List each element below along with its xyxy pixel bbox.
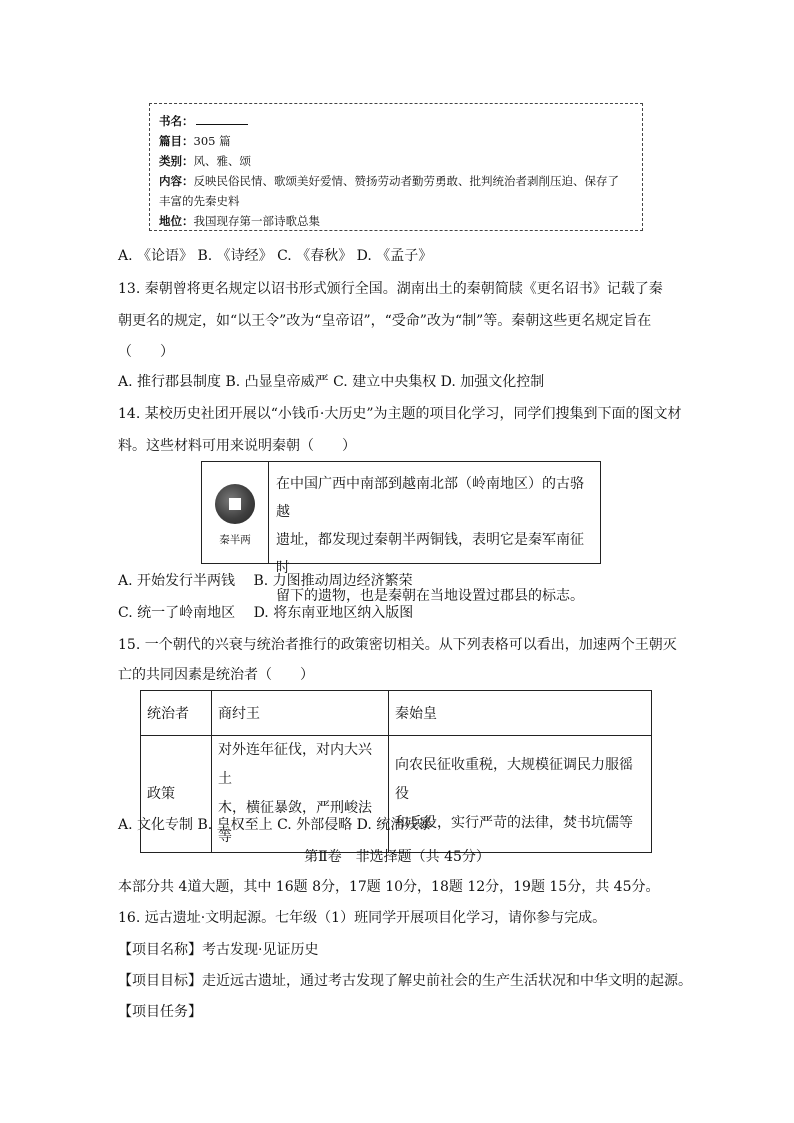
coin-caption: 秦半两: [219, 534, 251, 546]
part2-title: 第Ⅱ卷 非选择题（共 45分）: [304, 849, 490, 865]
q15-stem-line1: 15. 一个朝代的兴衰与统治者推行的政策密切相关。从下列表格可以看出，加速两个王朝灭: [118, 637, 677, 653]
q15-options: A. 文化专制 B. 皇权至上 C. 外部侵略 D. 统治残暴: [118, 817, 433, 833]
part2-intro: 本部分共 4道大题，其中 16题 8分，17题 10分，18题 12分，19题 15分，共 45分。: [118, 879, 660, 895]
category-value: 风、雅、颂: [193, 154, 251, 168]
q16-project-name: 【项目名称】考古发现·见证历史: [118, 942, 319, 958]
chapters-row: [159, 131, 642, 151]
q16-stem: 16. 远古遗址·文明起源。七年级（1）班同学开展项目化学习，请你参与完成。: [118, 910, 607, 926]
row-policy-label: 政策: [141, 736, 212, 853]
q14-options-line1: A. 开始发行半两钱 B. 力图推动周边经济繁荣: [118, 573, 413, 589]
book-name-row: [159, 111, 642, 131]
coin-image-cell: [202, 462, 269, 563]
category-label: 类别：: [159, 154, 194, 168]
qin-policy-line2: 和兵役，实行严苛的法律，焚书坑儒等: [395, 814, 633, 831]
q13-options: A. 推行郡县制度 B. 凸显皇帝威严 C. 建立中央集权 D. 加强文化控制: [118, 374, 545, 390]
header-ruler: 统治者: [141, 691, 212, 736]
status-label: 地位：: [159, 214, 194, 228]
q13-stem-line3: （ ）: [118, 344, 174, 360]
chapters-label: 篇目：: [159, 134, 194, 148]
q12-options: A. 《论语》 B. 《诗经》 C. 《春秋》 D. 《孟子》: [118, 248, 433, 264]
book-name-blank: [196, 112, 248, 125]
banliang-coin-icon: [215, 484, 255, 524]
book-info-box: [149, 103, 643, 231]
shang-policy-line1: 对外连年征伐，对内大兴土: [218, 742, 372, 787]
content-value-cont: 丰富的先秦史料: [159, 194, 240, 208]
q14-stem-line1: 14. 某校历史社团开展以“小钱币·大历史”为主题的项目化学习，同学们搜集到下面的图文材: [118, 406, 682, 422]
content-value: 反映民俗民情、歌颂美好爱情、赞扬劳动者勤劳勇敢、批判统治者剥削压迫、保存了: [193, 174, 619, 188]
material-line2: 遗址，都发现过秦朝半两铜钱，表明它是秦军南征时: [276, 532, 584, 576]
q16-project-goal: 【项目目标】走近远古遗址，通过考古发现了解史前社会的生产生活状况和中华文明的起源。: [118, 973, 692, 989]
qin-policy-line1: 向农民征收重税，大规模征调民力服徭役: [395, 756, 633, 802]
chapters-value: 305 篇: [193, 134, 231, 148]
q15-stem-line2: 亡的共同因素是统治者（ ）: [118, 667, 314, 683]
status-value: 我国现存第一部诗歌总集: [193, 214, 320, 228]
material-line1: 在中国广西中南部到越南北部（岭南地区）的古骆越: [276, 476, 584, 520]
header-shang: 商纣王: [212, 691, 389, 736]
policy-table-header: [141, 691, 652, 736]
q13-stem-line1: 13. 秦朝曾将更名规定以诏书形式颁行全国。湖南出土的秦朝简牍《更名诏书》记载了秦: [118, 281, 663, 297]
q14-options-line2: C. 统一了岭南地区 D. 将东南亚地区纳入版图: [118, 605, 414, 621]
book-name-label: 书名：: [159, 114, 194, 128]
q14-stem-line2: 料。这些材料可用来说明秦朝（ ）: [118, 438, 356, 454]
header-qin: 秦始皇: [389, 691, 652, 736]
q16-project-tasks: 【项目任务】: [118, 1004, 202, 1020]
material-line3: 留下的遗物，也是秦朝在当地设置过郡县的标志。: [276, 588, 584, 604]
coin-material-text: [269, 462, 600, 604]
content-label: 内容：: [159, 174, 194, 188]
content-row: [159, 171, 642, 191]
content-row-cont: [159, 191, 642, 211]
shang-policy-line2: 木，横征暴敛，严刑峻法等: [218, 800, 372, 845]
status-row: [159, 211, 642, 231]
category-row: [159, 151, 642, 171]
q13-stem-line2: 朝更名的规定，如“以王令”改为“皇帝诏”，“受命”改为“制”等。秦朝这些更名规定旨在: [118, 313, 652, 329]
